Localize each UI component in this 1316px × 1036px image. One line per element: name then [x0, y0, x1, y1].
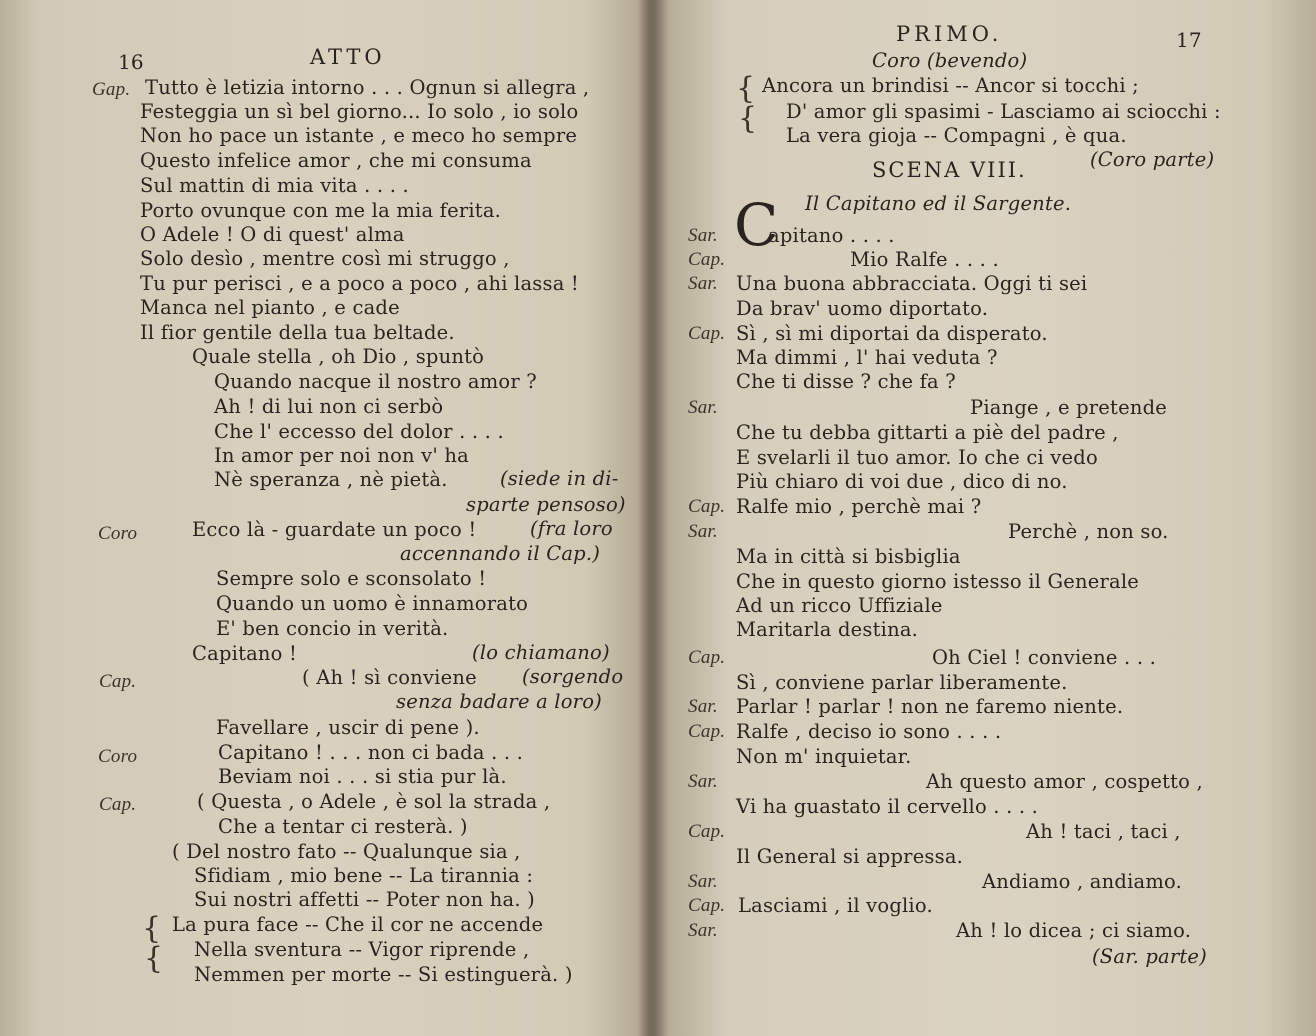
- verse-line: Tu pur perisci , e a poco a poco , ahi lassa !: [140, 272, 579, 295]
- verse-line: Più chiaro di voi due , dico di no.: [736, 470, 1068, 493]
- verse-line: Sì , conviene parlar liberamente.: [736, 671, 1068, 694]
- verse-line: Che a tentar ci resterà. ): [218, 815, 468, 838]
- verse-line: Il General si appressa.: [736, 845, 964, 868]
- verse-line: E svelarli il tuo amor. Io che ci vedo: [736, 446, 1098, 469]
- verse-line: Ad un ricco Uffiziale: [736, 594, 943, 617]
- stage-direction: sparte pensoso): [466, 493, 626, 516]
- verse-line: Parlar ! parlar ! non ne faremo niente.: [736, 695, 1124, 718]
- stage-direction: Coro (bevendo): [872, 49, 1028, 72]
- verse-line: Capitano !: [192, 642, 298, 665]
- verse-line: In amor per noi non v' ha: [214, 444, 469, 467]
- speaker-label: Cap.: [688, 721, 726, 742]
- bracket-glyph: {: [142, 911, 162, 946]
- scene-characters: Il Capitano ed il Sargente.: [805, 192, 1072, 215]
- verse-line: apitano . . . .: [768, 224, 895, 247]
- stage-direction: (siede in di-: [500, 467, 619, 490]
- verse-line: E' ben concio in verità.: [216, 617, 449, 640]
- stage-direction: (fra loro: [530, 517, 613, 540]
- verse-line: Ecco là - guardate un poco !: [192, 518, 477, 541]
- verse-line: Piange , e pretende: [970, 396, 1168, 419]
- verse-line: ( Ah ! sì conviene: [302, 666, 477, 689]
- speaker-label: Gap.: [92, 79, 131, 100]
- verse-line: La pura face -- Che il cor ne accende: [172, 913, 544, 936]
- verse-line: ( Del nostro fato -- Qualunque sia ,: [172, 840, 521, 863]
- bracket-glyph: {: [144, 941, 164, 976]
- speaker-label: Sar.: [688, 920, 718, 941]
- verse-line: Ralfe , deciso io sono . . . .: [736, 720, 1002, 743]
- page-number: 17: [1176, 28, 1202, 52]
- speaker-label: Sar.: [688, 397, 718, 418]
- verse-line: Maritarla destina.: [736, 618, 919, 641]
- speaker-label: Cap.: [99, 794, 137, 815]
- verse-line: Andiamo , andiamo.: [982, 870, 1183, 893]
- stage-direction: (Coro parte): [1090, 148, 1215, 171]
- verse-line: Lasciami , il voglio.: [738, 894, 933, 917]
- verse-line: Ah ! taci , taci ,: [1026, 820, 1181, 843]
- verse-line: Sfidiam , mio bene -- La tirannia :: [194, 864, 534, 887]
- verse-line: Manca nel pianto , e cade: [140, 296, 400, 319]
- verse-line: O Adele ! O di quest' alma: [140, 223, 405, 246]
- verse-line: Da brav' uomo diportato.: [736, 297, 989, 320]
- stage-direction: senza badare a loro): [396, 690, 602, 713]
- stage-direction: accennando il Cap.): [400, 542, 601, 565]
- verse-line: Quando nacque il nostro amor ?: [214, 370, 537, 393]
- right-page: [650, 0, 1316, 1036]
- verse-line: Capitano ! . . . non ci bada . . .: [218, 741, 524, 764]
- verse-line: Ah questo amor , cospetto ,: [926, 770, 1203, 793]
- speaker-label: Sar.: [688, 273, 718, 294]
- verse-line: Mio Ralfe . . . .: [850, 248, 999, 271]
- speaker-label: Sar.: [688, 225, 718, 246]
- verse-line: Ancora un brindisi -- Ancor si tocchi ;: [762, 74, 1139, 97]
- running-head: ATTO: [310, 45, 386, 69]
- bracket-glyph: {: [738, 101, 758, 136]
- stage-direction: (sorgendo: [522, 665, 624, 688]
- verse-line: Solo desìo , mentre così mi struggo ,: [140, 247, 510, 270]
- verse-line: Tutto è letizia intorno . . . Ognun si allegra ,: [145, 76, 590, 99]
- speaker-label: Cap.: [688, 249, 726, 270]
- page-number: 16: [118, 50, 144, 74]
- speaker-label: Sar.: [688, 871, 718, 892]
- speaker-label: Cap.: [688, 323, 726, 344]
- verse-line: Vi ha guastato il cervello . . . .: [736, 795, 1039, 818]
- speaker-label: Sar.: [688, 771, 718, 792]
- verse-line: Sul mattin di mia vita . . . .: [140, 174, 409, 197]
- verse-line: Beviam noi . . . si stia pur là.: [218, 765, 507, 788]
- verse-line: Ah ! lo dicea ; ci siamo.: [956, 919, 1192, 942]
- verse-line: Festeggia un sì bel giorno... Io solo , io solo: [140, 100, 579, 123]
- verse-line: Che in questo giorno istesso il Generale: [736, 570, 1140, 593]
- speaker-label: Sar.: [688, 521, 718, 542]
- speaker-label: Cap.: [688, 647, 726, 668]
- stage-direction: (lo chiamano): [472, 641, 610, 664]
- verse-line: La vera gioja -- Compagni , è qua.: [786, 124, 1127, 147]
- speaker-label: Coro: [98, 746, 138, 767]
- verse-line: Il fior gentile della tua beltade.: [140, 321, 455, 344]
- verse-line: Non ho pace un istante , e meco ho sempre: [140, 124, 578, 147]
- verse-line: Ma in città si bisbiglia: [736, 545, 961, 568]
- book-gutter: [638, 0, 668, 1036]
- left-page: [0, 0, 650, 1036]
- speaker-label: Cap.: [99, 671, 137, 692]
- running-head: PRIMO.: [896, 22, 1003, 46]
- verse-line: Che ti disse ? che fa ?: [736, 370, 956, 393]
- verse-line: Che l' eccesso del dolor . . . .: [214, 420, 504, 443]
- verse-line: D' amor gli spasimi - Lasciamo ai sciocchi :: [786, 100, 1221, 123]
- verse-line: Oh Ciel ! conviene . . .: [932, 646, 1157, 669]
- bracket-glyph: {: [736, 71, 756, 106]
- verse-line: Quale stella , oh Dio , spuntò: [192, 345, 485, 368]
- speaker-label: Cap.: [688, 821, 726, 842]
- verse-line: Ma dimmi , l' hai veduta ?: [736, 346, 998, 369]
- verse-line: Perchè , non so.: [1008, 520, 1169, 543]
- verse-line: Che tu debba gittarti a piè del padre ,: [736, 421, 1119, 444]
- verse-line: Porto ovunque con me la mia ferita.: [140, 199, 502, 222]
- verse-line: ( Questa , o Adele , è sol la strada ,: [197, 790, 551, 813]
- speaker-label: Cap.: [688, 895, 726, 916]
- verse-line: Nemmen per morte -- Si estinguerà. ): [194, 963, 573, 986]
- verse-line: Ah ! di lui non ci serbò: [214, 395, 444, 418]
- verse-line: Sui nostri affetti -- Poter non ha. ): [194, 888, 535, 911]
- verse-line: Nè speranza , nè pietà.: [214, 468, 448, 491]
- drop-cap: C: [734, 191, 779, 259]
- speaker-label: Sar.: [688, 696, 718, 717]
- verse-line: Una buona abbracciata. Oggi ti sei: [736, 272, 1088, 295]
- speaker-label: Cap.: [688, 496, 726, 517]
- verse-line: Sempre solo e sconsolato !: [216, 567, 487, 590]
- verse-line: Ralfe mio , perchè mai ?: [736, 495, 982, 518]
- verse-line: Nella sventura -- Vigor riprende ,: [194, 938, 530, 961]
- verse-line: Non m' inquietar.: [736, 745, 912, 768]
- verse-line: Favellare , uscir di pene ).: [216, 716, 480, 739]
- verse-line: Sì , sì mi diportai da disperato.: [736, 322, 1048, 345]
- verse-line: Questo infelice amor , che mi consuma: [140, 149, 532, 172]
- speaker-label: Coro: [98, 523, 138, 544]
- stage-direction: (Sar. parte): [1092, 945, 1207, 968]
- scene-heading: SCENA VIII.: [872, 158, 1027, 182]
- verse-line: Quando un uomo è innamorato: [216, 592, 529, 615]
